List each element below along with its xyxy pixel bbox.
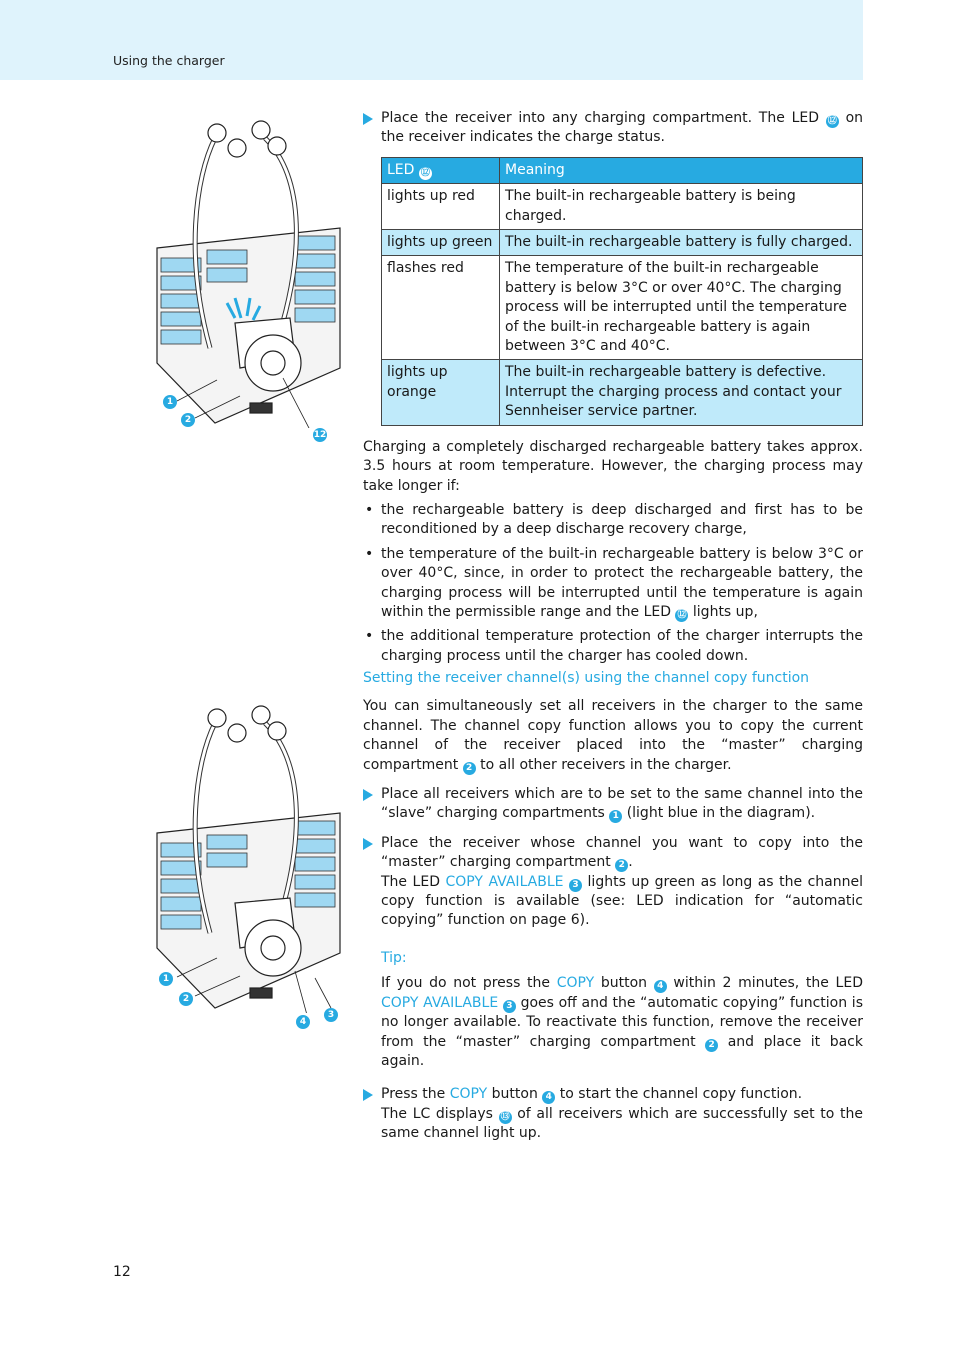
ref-number-badge: 2: [463, 762, 476, 775]
table-cell-meaning: The temperature of the built-in rechargeable battery is below 3°C or over 40°C. The charging process will be interrupted until the temperature of the built-in rechargeable battery is again between 3°C and 40°C.: [500, 256, 863, 360]
arrow-icon: [363, 113, 373, 125]
page-number: 12: [113, 1264, 131, 1280]
ref-number-badge: 1: [609, 810, 622, 823]
ref-number-badge: 4: [654, 980, 667, 993]
table-header-led: LED ⑫: [382, 157, 500, 183]
charging-time-paragraph: Charging a completely discharged rechargeable battery takes approx. 3.5 hours at room temperature. However, the charging process may take longer if:: [363, 438, 863, 494]
table-row: [382, 256, 863, 360]
ref-number-badge: 3: [569, 879, 582, 892]
table-cell-led: lights up orange: [382, 360, 500, 425]
arrow-icon: [363, 1089, 373, 1101]
header-band: [0, 0, 863, 80]
table-cell-meaning: The built-in rechargeable battery is defective. Interrupt the charging process and contact your Sennheiser service partner.: [500, 360, 863, 425]
table-cell-led: lights up green: [382, 230, 500, 256]
step-place-slaves: Place all receivers which are to be set to the same channel into the “slave” charging compartments 1 (light blue in the diagram).: [363, 785, 863, 824]
table-cell-led: flashes red: [382, 256, 500, 360]
section2-column: [363, 669, 863, 1144]
table-cell-meaning: The built-in rechargeable battery is fully charged.: [500, 230, 863, 256]
step-text: Place the receiver into any charging compartment. The LED: [381, 110, 820, 126]
list-item: • the rechargeable battery is deep discharged and first has to be reconditioned by a deep discharge recovery charge,: [363, 501, 863, 540]
ref-number-badge: 2: [705, 1039, 718, 1052]
table-header-meaning: Meaning: [500, 157, 863, 183]
figure1-callout-2: 2: [181, 413, 195, 427]
figure1-callout-12: 12: [313, 430, 327, 440]
tip-title: Tip:: [381, 949, 407, 966]
section-heading: Setting the receiver channel(s) using the channel copy function: [363, 670, 810, 686]
intro-paragraph: You can simultaneously set all receivers in the charger to the same channel. The channel copy function allows you to copy the current channel of the receiver placed into the “master” charging compartment 2 to all other receivers in the charger.: [363, 698, 863, 773]
copy-label: COPY: [556, 975, 595, 992]
list-item: • the temperature of the built-in rechargeable battery is below 3°C or over 40°C, since, in order to protect the rechargeable battery, the charging process will be interrupted until the temperature is again within the permissible range and the LED ⑫ lights up,: [363, 545, 863, 623]
figure2-callout-2: 2: [179, 992, 193, 1006]
copy-available-label: COPY AVAILABLE: [381, 994, 499, 1011]
ref-number-badge: 2: [615, 859, 628, 872]
arrow-icon: [363, 789, 373, 801]
charger-illustration-2: [155, 703, 345, 1013]
figure2-callout-4: 4: [296, 1015, 310, 1029]
step-place-master: Place the receiver whose channel you want to copy into the “master” charging compartment 2 . The LED COPY AVAILABLE 3 lights up green as long as the channel copy function is available (see: LED indication for “automatic copying” function on page 6).: [363, 834, 863, 931]
table-cell-meaning: The built-in rechargeable battery is being charged.: [500, 184, 863, 230]
arrow-icon: [363, 838, 373, 850]
table-header-row: [382, 157, 863, 183]
figure1-callout-1: 1: [163, 395, 177, 409]
tip-text: If you do not press the COPY button 4 within 2 minutes, the LED COPY AVAILABLE 3 goes off and the “automatic copying” function is no longer available. To reactivate this function, remove the receiver from the “master” charging compartment 2 and place it back again.: [381, 975, 863, 1069]
copy-available-label: COPY AVAILABLE: [445, 873, 564, 890]
table-cell-led: lights up red: [382, 184, 500, 230]
table-row: [382, 184, 863, 230]
ref-number-badge: ⑬: [500, 1111, 510, 1122]
tip-box: [363, 949, 863, 1071]
running-header: Using the charger: [113, 53, 225, 68]
step-text: on the receiver indicates the charge status.: [381, 110, 864, 146]
step-place-receiver: [363, 109, 863, 148]
copy-label: COPY: [449, 1086, 488, 1103]
ref-number-badge: ⑫: [677, 609, 687, 620]
figure2-callout-3: 3: [324, 1008, 338, 1022]
led-status-table: [381, 157, 863, 426]
step-press-copy: Press the COPY button 4 to start the channel copy function. The LC displays ⑬ of all receivers which are successfully set to the same channel light up.: [363, 1085, 863, 1143]
figure2-callout-1: 1: [159, 972, 173, 986]
section1-column: [363, 109, 863, 671]
list-item: • the additional temperature protection of the charger interrupts the charging process until the charger has cooled down.: [363, 627, 863, 666]
conditions-list: [363, 501, 863, 666]
ref-number-badge: 3: [503, 1000, 516, 1013]
table-row: [382, 230, 863, 256]
ref-number-badge: ⑫: [827, 116, 837, 126]
ref-number-badge: ⑫: [420, 167, 430, 178]
ref-number-badge: 4: [542, 1091, 555, 1104]
table-row: [382, 360, 863, 425]
charger-illustration-1: [155, 118, 345, 428]
